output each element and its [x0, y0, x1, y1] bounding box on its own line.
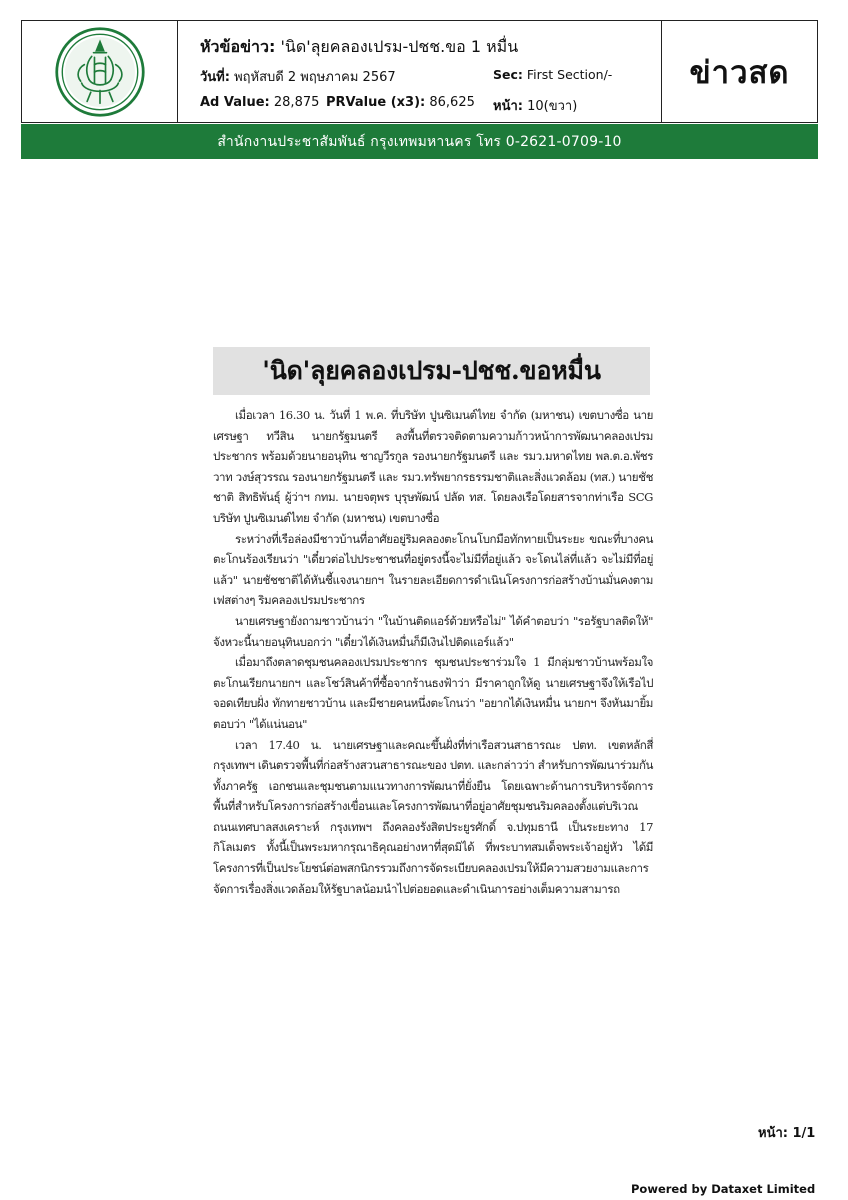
ad-value-label: Ad Value: [200, 95, 270, 110]
article-headline: 'นิด'ลุยคลองเปรม-ปชช.ขอหมื่น [262, 356, 601, 385]
page-indicator: หน้า: 1/1 [758, 1126, 816, 1141]
article-paragraph: นายเศรษฐายังถามชาวบ้านว่า "ในบ้านติดแอร์ด้วยหรือไม่" ได้คำตอบว่า "รอรัฐบาลติดให้" จังหวะนี้นายอนุทินบอกว่า "เดี๋ยวได้เงินหมื่นก็มีเงินไปติดแอร์แล้ว" [213, 613, 653, 649]
section-value: First Section/- [526, 67, 613, 82]
article-paragraph: เวลา 17.40 น. นายเศรษฐาและคณะขึ้นฝั่งที่ท่าเรือสวนสาธารณะ ปตท. เขตหลักสี่ กรุงเทพฯ เดินตรวจพื้นที่ก่อสร้างสวนสาธารณะของ ปตท. และกล่าวว่า สำหรับการพัฒนาร่วมกันทั้งภาครัฐ เอกชนและชุมชนตามแนวทางการพัฒนาที่ยั่งยืน โดยเฉพาะด้านการบริหารจัดการพื้นที่สำหรับโครงการก่อสร้างเขื่อนและโครงการพัฒนาที่อยู่อาศัยชุมชนริมคลองตั้งแต่บริเวณถนนเทศบาลสงเคราะห์ กรุงเทพฯ ถึงคลองรังสิตประยูรศักดิ์ จ.ปทุมธานี เป็นระยะทาง 17 กิโลเมตร ทั้งนี้เป็นพระมหากรุณาธิคุณอย่างหาที่สุดมิได้ ที่พระบาทสมเด็จพระเจ้าอยู่หัว ได้มีโครงการที่เป็นประโยชน์ต่อพสกนิกรรวมถึงการจัดระเบียบคลองเปรมให้มีความสวยงามและการจัดการเรื่องสิ่งแวดล้อมให้รัฐบาลน้อมนำไปต่อยอดและดำเนินการอย่างเต็มความสามารถ [213, 737, 653, 896]
pr-value-field [326, 95, 475, 110]
article-paragraph: เมื่อเวลา 16.30 น. วันที่ 1 พ.ค. ที่บริษัท ปูนซิเมนต์ไทย จำกัด (มหาชน) เขตบางซื่อ นายเศรษฐา ทวีสิน นายกรัฐมนตรี ลงพื้นที่ตรวจติดตามความก้าวหน้าการพัฒนาคลองเปรมประชากร พร้อมด้วยนายอนุทิน ชาญวีรกูล รองนายกรัฐมนตรี และ รมว.มหาดไทย พล.ต.อ.พัชรวาท วงษ์สุวรรณ รองนายกรัฐมนตรี และ รมว.ทรัพยากรธรรมชาติและสิ่งแวดล้อม (ทส.) นายชัชชาติ สิทธิพันธุ์ ผู้ว่าฯ กทม. นายจตุพร บุรุษพัฒน์ ปลัด ทส. โดยลงเรือโดยสารจากท่าเรือ SCG บริษัท ปูนซิเมนต์ไทย จำกัด (มหาชน) เขตบางซื่อ [213, 408, 653, 525]
headline-label: หัวข้อข่าว: [200, 37, 276, 56]
ad-value-field [200, 95, 319, 110]
date-label: วันที่: [200, 70, 230, 85]
office-bar: สำนักงานประชาสัมพันธ์ กรุงเทพมหานคร โทร 0-2621-0709-10 [21, 124, 818, 159]
date-value: พฤหัสบดี 2 พฤษภาคม 2567 [234, 70, 396, 85]
clipping-header [21, 20, 818, 123]
section-field [493, 67, 612, 82]
logo-cell [22, 21, 178, 122]
page-value: 10(ขวา) [527, 99, 578, 114]
section-label: Sec: [493, 67, 523, 82]
headline-banner [213, 347, 650, 395]
news-source: ข่าวสด [689, 54, 790, 91]
date-field [200, 66, 396, 87]
news-clipping [213, 347, 653, 899]
clipping-meta [178, 21, 662, 122]
pr-value: 86,625 [429, 95, 475, 110]
ad-value: 28,875 [273, 95, 320, 110]
page-field [493, 95, 577, 116]
headline-value: 'นิด'ลุยคลองเปรม-ปชช.ขอ 1 หมื่น [280, 37, 519, 56]
article-paragraph: ระหว่างที่เรือล่องมีชาวบ้านที่อาศัยอยู่ริมคลองตะโกนโบกมือทักทายเป็นระยะ ขณะที่บางคนตะโกนร้องเรียนว่า "เดี๋ยวต่อไปประชาชนที่อยู่ตรงนี้จะไม่มีที่อยู่แล้ว จะโดนไล่ที่แล้ว จะไม่มีที่อยู่แล้ว" นายชัชชาติได้หันชี้แจงนายกฯ ในรายละเอียดการดำเนินโครงการก่อสร้างบ้านมั่นคงตามเฟสต่างๆ ริมคลองเปรมประชากร [213, 531, 653, 608]
powered-by: Powered by Dataxet Limited [631, 1182, 816, 1196]
bangkok-city-emblem-icon [54, 26, 146, 118]
page-label: หน้า: [493, 99, 523, 114]
headline-field [200, 35, 518, 60]
pr-value-label: PRValue (x3): [326, 95, 426, 110]
article-paragraph: เมื่อมาถึงตลาดชุมชนคลองเปรมประชากร ชุมชนประชาร่วมใจ 1 มีกลุ่มชาวบ้านพร้อมใจตะโกนเรียกนายกฯ และโชว์สินค้าที่ซื้อจากร้านธงฟ้าว่า มีราคาถูกให้ดู นายเศรษฐาจึงให้เรือไปจอดเทียบฝั่ง ทักทายชาวบ้าน และมีชายคนหนึ่งตะโกนว่า "อยากได้เงินหมื่น นายกฯ จึงหันมายิ้มตอบว่า "ได้แน่นอน" [213, 655, 653, 731]
